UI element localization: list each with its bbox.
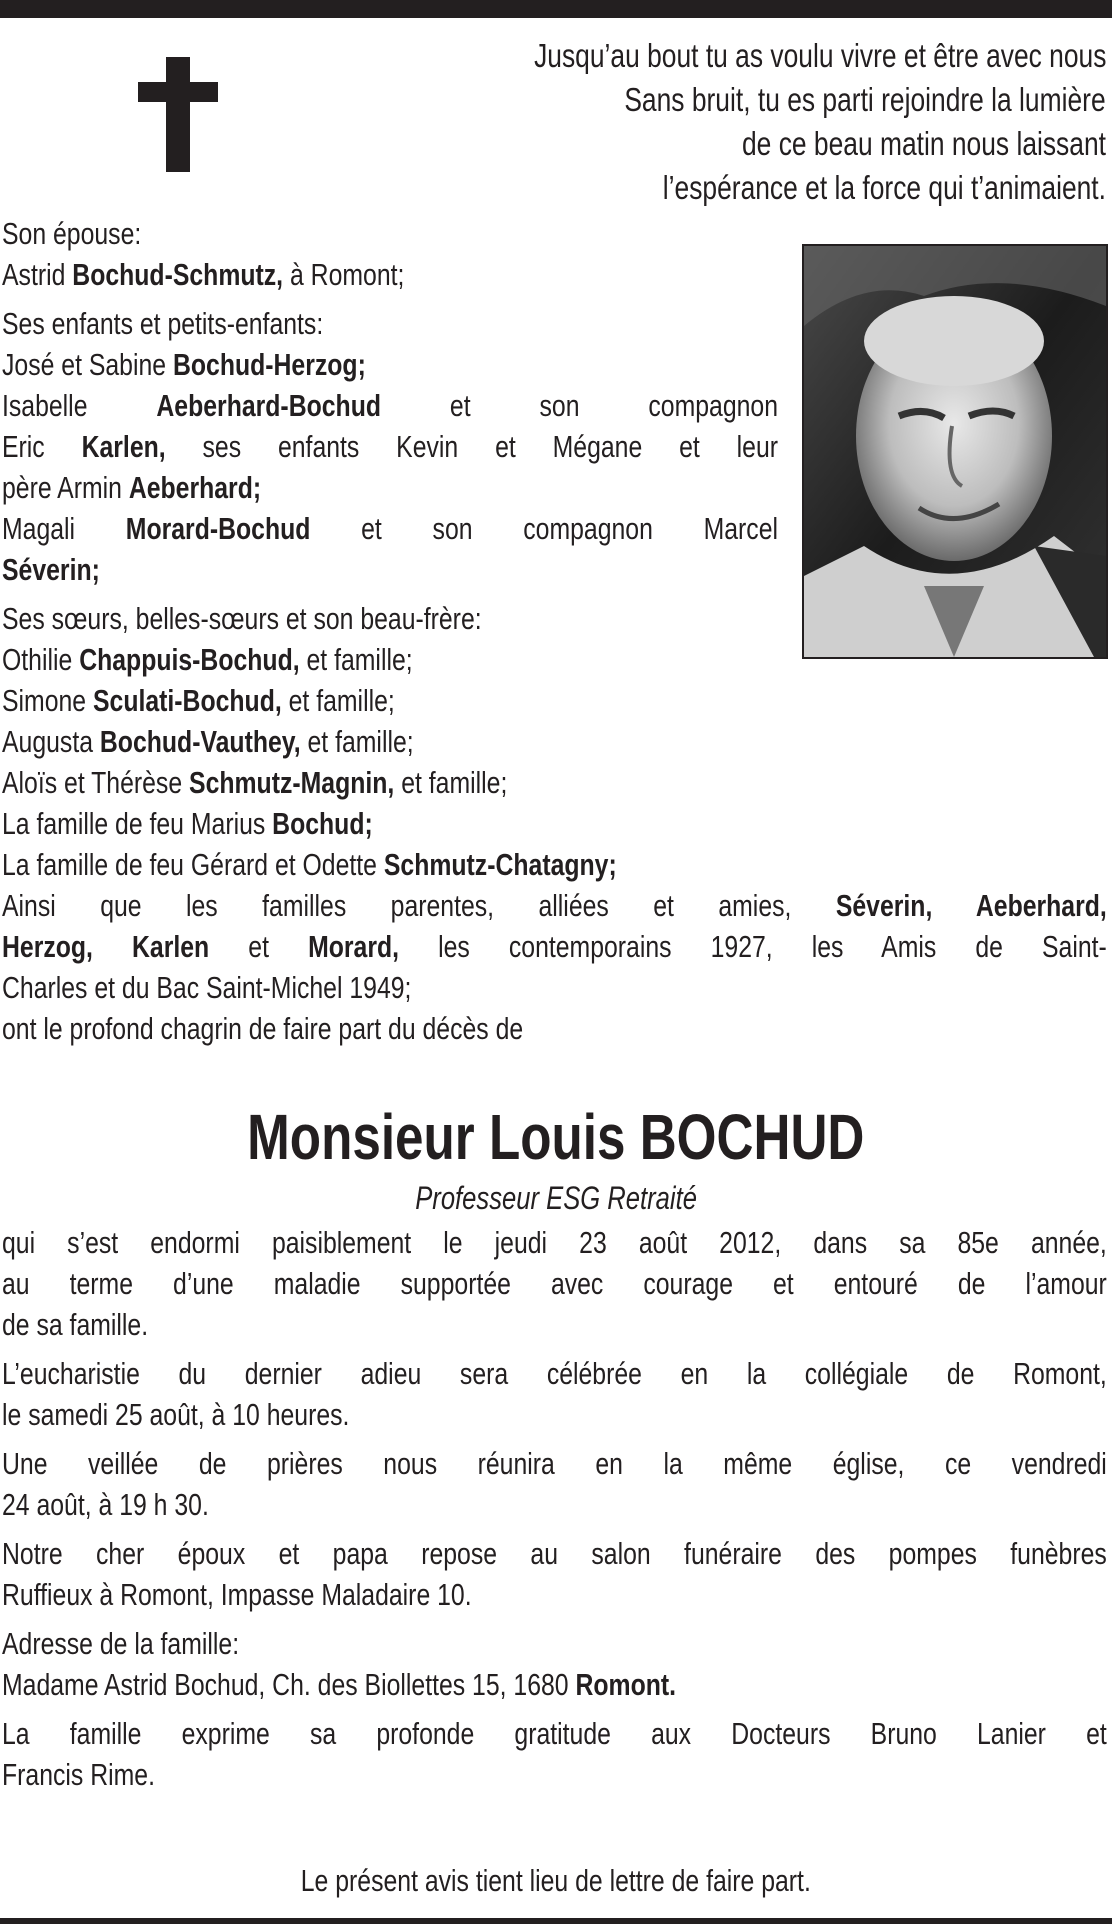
text-run: et son compagnon [381, 388, 779, 423]
text-run: Othilie [2, 642, 80, 677]
text-line [2, 762, 1112, 803]
spouse-line: Astrid Bochud-Schmutz, à Romont; [2, 257, 405, 292]
paragraph [2, 1222, 1112, 1345]
text-run: La famille exprime sa profonde gratitude aux Docteurs Bruno Lanier et [2, 1716, 1107, 1751]
bottom-rule [0, 1918, 1112, 1924]
poem-line: Jusqu’au bout tu as voulu vivre et être avec nous [533, 37, 1106, 74]
paragraph [2, 1443, 1112, 1525]
section-heading: Son épouse: [2, 216, 142, 251]
text-line [2, 344, 1112, 385]
text-run: Eric [2, 429, 82, 464]
closing-note: Le présent avis tient lieu de lettre de faire part. [300, 1863, 812, 1898]
text-run: Isabelle [2, 388, 157, 423]
text-run: Ainsi que les familles parentes, alliées et amies, [2, 888, 836, 923]
text-run: Francis Rime. [2, 1757, 155, 1792]
text-line [2, 1623, 1112, 1664]
text-run: qui s’est endormi paisiblement le jeudi 23 août 2012, dans sa 85e année, [2, 1225, 1107, 1260]
text-run: le samedi 25 août, à 10 heures. [2, 1397, 350, 1432]
poem-line: Sans bruit, tu es parti rejoindre la lumière [624, 81, 1106, 118]
text-line [2, 1263, 1112, 1304]
bold-name: Séverin, Aeberhard, [835, 888, 1107, 923]
text-line [2, 844, 1112, 885]
siblings-list [2, 639, 1112, 1049]
bold-name: Aeberhard-Bochud [156, 388, 381, 423]
section-heading: Ses enfants et petits-enfants: [2, 306, 324, 341]
text-run: et famille; [300, 724, 414, 759]
top-rule [0, 0, 1112, 18]
text-line [2, 1574, 1112, 1615]
deceased-title: Professeur ESG Retraité [415, 1180, 697, 1216]
text-run: et famille; [394, 765, 508, 800]
text-run: ses enfants Kevin et Mégane et leur [165, 429, 779, 464]
text-run: Aloïs et Thérèse [2, 765, 190, 800]
text-line [2, 426, 1112, 467]
text-run: Augusta [2, 724, 100, 759]
text-run: Adresse de la famille: [2, 1626, 240, 1661]
text-line [2, 1353, 1112, 1394]
text-line [2, 1304, 1112, 1345]
bold-name: Chappuis-Bochud, [79, 642, 300, 677]
text-run: Notre cher époux et papa repose au salon funéraire des pompes funèbres [2, 1536, 1107, 1571]
text-run: et famille; [299, 642, 413, 677]
text-line [2, 1484, 1112, 1525]
text-run: père Armin [2, 470, 129, 505]
paragraph [2, 1713, 1112, 1795]
text-line [2, 1713, 1112, 1754]
text-run: 24 août, à 19 h 30. [2, 1487, 209, 1522]
bold-name: Sculati-Bochud, [92, 683, 282, 718]
text-line [2, 721, 1112, 762]
text-run: Charles et du Bac Saint-Michel 1949; [2, 970, 412, 1005]
text-line [2, 467, 1112, 508]
text-run: José et Sabine [2, 347, 173, 382]
text-run: Simone [2, 683, 93, 718]
text-line [2, 549, 1112, 590]
announcement-paragraphs [2, 1222, 1112, 1803]
paragraph [2, 1353, 1112, 1435]
text-line [2, 1533, 1112, 1574]
text-line [2, 967, 1112, 1008]
text-run: au terme d’une maladie supportée avec courage et entouré de l’amour [2, 1266, 1107, 1301]
text-run: ont le profond chagrin de faire part du décès de [2, 1011, 524, 1046]
text-line [2, 1008, 1112, 1049]
paragraph [2, 1533, 1112, 1615]
cross-icon [138, 57, 218, 172]
text-line [2, 508, 1112, 549]
text-line [2, 1754, 1112, 1795]
section-heading: Ses sœurs, belles-sœurs et son beau-frère: [2, 601, 482, 636]
bold-name: Aeberhard; [128, 470, 262, 505]
paragraph [2, 1623, 1112, 1705]
bold-name: Schmutz-Chatagny; [383, 847, 617, 882]
text-line [2, 926, 1112, 967]
poem-line: de ce beau matin nous laissant [742, 125, 1106, 162]
bold-name: Romont. [575, 1667, 677, 1702]
family-section [2, 213, 1112, 1049]
text-run: et [209, 929, 309, 964]
deceased-name: Monsieur Louis BOCHUD [247, 1101, 865, 1173]
text-run: Magali [2, 511, 126, 546]
text-run: et famille; [281, 683, 395, 718]
bold-name: Karlen, [81, 429, 166, 464]
text-run: Une veillée de prières nous réunira en la même église, ce vendredi [2, 1446, 1107, 1481]
bold-name: Bochud; [272, 806, 373, 841]
text-line [2, 385, 1112, 426]
text-run: L’eucharistie du dernier adieu sera célébrée en la collégiale de Romont, [2, 1356, 1107, 1391]
bold-name: Morard-Bochud [125, 511, 311, 546]
text-run: les contemporains 1927, les Amis de Saint- [399, 929, 1107, 964]
text-run: La famille de feu Marius [2, 806, 273, 841]
text-line [2, 1394, 1112, 1435]
text-line [2, 680, 1112, 721]
text-run: de sa famille. [2, 1307, 149, 1342]
poem [346, 34, 1106, 210]
bold-name: Bochud-Herzog; [172, 347, 366, 382]
text-run: La famille de feu Gérard et Odette [2, 847, 384, 882]
children-list [2, 344, 1112, 590]
bold-name: Herzog, Karlen [2, 929, 210, 964]
poem-line: l’espérance et la force qui t’animaient. [662, 169, 1106, 206]
text-run: Ruffieux à Romont, Impasse Maladaire 10. [2, 1577, 472, 1612]
text-line [2, 803, 1112, 844]
bold-name: Schmutz-Magnin, [189, 765, 395, 800]
bold-name: Séverin; [2, 552, 100, 587]
bold-name: Bochud-Vauthey, [99, 724, 301, 759]
text-run: Madame Astrid Bochud, Ch. des Biollettes 15, 1680 [2, 1667, 576, 1702]
text-line [2, 885, 1112, 926]
text-line [2, 1443, 1112, 1484]
text-line [2, 1222, 1112, 1263]
text-line [2, 639, 1112, 680]
bold-name: Morard, [308, 929, 400, 964]
text-line [2, 1664, 1112, 1705]
text-run: et son compagnon Marcel [310, 511, 778, 546]
